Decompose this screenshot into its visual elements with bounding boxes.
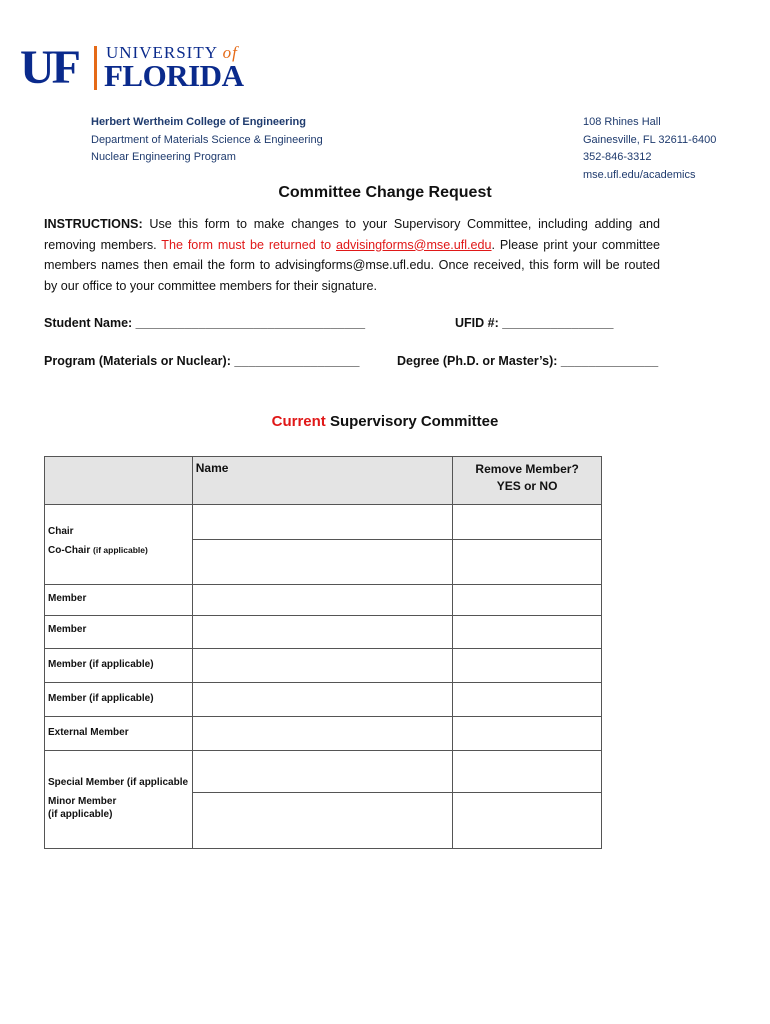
- role-minor: Minor Member: [48, 796, 117, 807]
- remove-cell[interactable]: [453, 649, 602, 683]
- remove-cell[interactable]: [453, 585, 602, 616]
- role-member-2: Member: [45, 616, 193, 649]
- program-field[interactable]: Program (Materials or Nuclear): __________________: [44, 354, 360, 368]
- table-row: [45, 616, 602, 649]
- header-remove-label: Remove Member?: [475, 462, 579, 476]
- role-external: External Member: [45, 717, 193, 751]
- table-row: [45, 683, 602, 717]
- header-name: Name: [192, 457, 452, 505]
- section-title-rest: Supervisory Committee: [329, 413, 499, 430]
- name-cell[interactable]: [192, 505, 452, 585]
- remove-cell[interactable]: [453, 505, 602, 585]
- table-row: [45, 751, 602, 849]
- header-role-cell: [45, 457, 193, 505]
- role-chair-cell: [45, 505, 193, 585]
- header-remove-sub: YES or NO: [496, 479, 558, 493]
- program-name: Nuclear Engineering Program: [91, 151, 236, 163]
- website-line: mse.ufl.edu/academics: [583, 168, 696, 181]
- form-title: Committee Change Request: [278, 184, 492, 201]
- address-line: 108 Rhines Hall: [583, 116, 661, 128]
- remove-cell[interactable]: [453, 683, 602, 717]
- name-cell[interactable]: [192, 751, 452, 849]
- instructions: [44, 214, 660, 296]
- phone-line: 352-846-3312: [583, 151, 652, 163]
- ufid-field[interactable]: UFID #: ________________: [455, 316, 614, 330]
- department-name: Department of Materials Science & Engineering: [91, 133, 323, 146]
- student-name-field[interactable]: Student Name: _________________________________: [44, 316, 366, 330]
- role-special: Special Member (if applicable: [48, 777, 189, 788]
- contact-address: [583, 114, 716, 184]
- committee-table: [44, 456, 602, 849]
- logo-university: UNIVERSITY of: [106, 43, 238, 62]
- role-chair: Chair: [48, 526, 74, 537]
- instructions-text: Use this form to make changes to your Supervisory Committee, including adding and removing members.: [44, 217, 661, 252]
- table-header-row: [45, 457, 602, 505]
- table-row: [45, 585, 602, 616]
- name-cell[interactable]: [192, 585, 452, 616]
- name-cell[interactable]: [192, 649, 452, 683]
- instructions-label: INSTRUCTIONS:: [44, 217, 143, 231]
- uf-monogram: UF: [20, 41, 78, 94]
- uf-logo: [20, 42, 248, 92]
- table-row: [45, 505, 602, 585]
- table-row: [45, 649, 602, 683]
- instructions-return-note: The form must be returned to: [161, 237, 332, 252]
- table-row: [45, 717, 602, 751]
- role-member-1: Member: [45, 585, 193, 616]
- remove-cell[interactable]: [453, 751, 602, 849]
- instructions-text-cont: . Please print your committee members names then email the form to advisingforms@mse.ufl.edu. Once received, this form will be routed by our office to your committee members for their signature.: [44, 237, 661, 293]
- role-co-chair: Co-Chair (if applicable): [48, 545, 148, 556]
- name-cell[interactable]: [192, 717, 452, 751]
- role-special-minor-cell: [45, 751, 193, 849]
- role-member-3: Member (if applicable): [45, 649, 193, 683]
- role-member-4: Member (if applicable): [45, 683, 193, 717]
- section-title: [0, 413, 770, 430]
- remove-cell[interactable]: [453, 616, 602, 649]
- header-remove: [453, 457, 602, 505]
- logo-florida: FLORIDA: [104, 58, 244, 93]
- city-line: Gainesville, FL 32611-6400: [583, 133, 717, 146]
- email-link[interactable]: advisingforms@mse.ufl.edu: [335, 237, 492, 252]
- college-address: [91, 114, 323, 167]
- name-cell[interactable]: [192, 683, 452, 717]
- college-name: Herbert Wertheim College of Engineering: [91, 116, 306, 128]
- role-minor-note: (if applicable): [48, 809, 113, 820]
- remove-cell[interactable]: [453, 717, 602, 751]
- degree-field[interactable]: Degree (Ph.D. or Master’s): ______________: [397, 354, 659, 368]
- section-title-current: Current: [271, 413, 326, 430]
- logo-divider: [94, 46, 97, 90]
- name-cell[interactable]: [192, 616, 452, 649]
